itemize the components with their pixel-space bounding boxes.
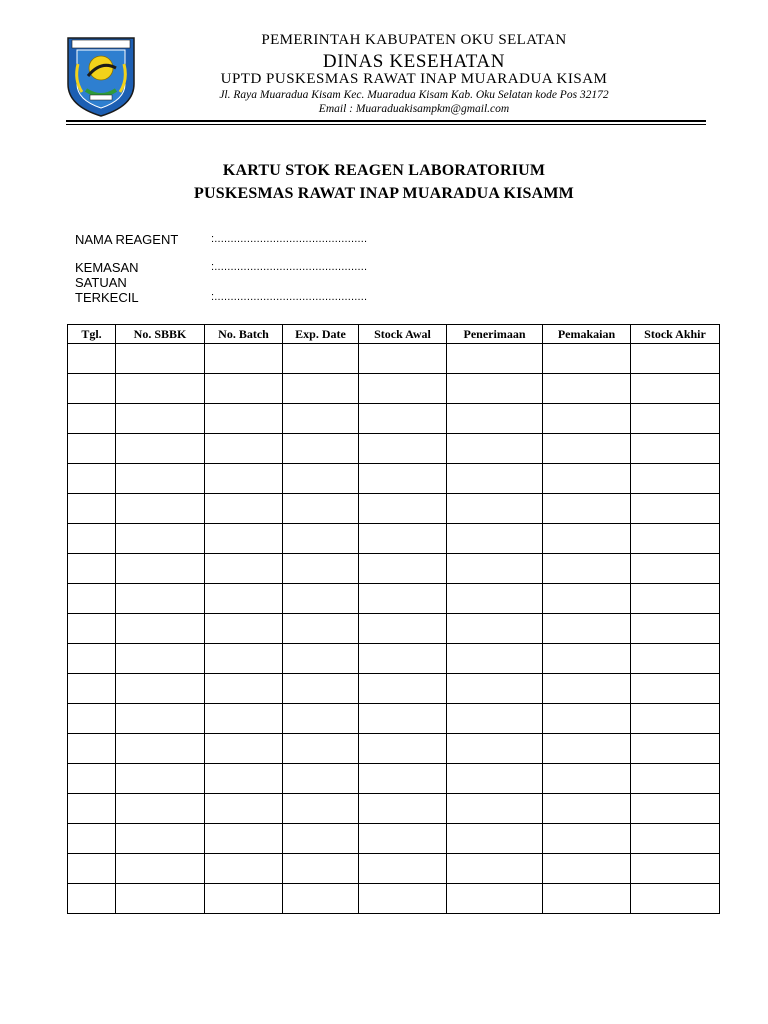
table-cell[interactable] — [631, 344, 720, 374]
table-cell[interactable] — [447, 554, 543, 584]
table-row — [68, 884, 720, 914]
table-row — [68, 824, 720, 854]
table-cell[interactable] — [359, 494, 447, 524]
table-cell[interactable] — [116, 374, 205, 404]
table-cell[interactable] — [543, 764, 631, 794]
table-cell[interactable] — [68, 674, 116, 704]
table-cell[interactable] — [359, 344, 447, 374]
table-cell[interactable] — [543, 824, 631, 854]
document-subtitle: PUSKESMAS RAWAT INAP MUARADUA KISAMM — [194, 185, 574, 202]
email-line: Email : Muaraduakisampkm@gmail.com — [318, 103, 510, 115]
table-cell[interactable] — [447, 734, 543, 764]
table-cell[interactable] — [205, 404, 283, 434]
table-cell[interactable] — [116, 854, 205, 884]
satuan-label: SATUAN — [75, 275, 127, 290]
table-cell[interactable] — [359, 524, 447, 554]
table-cell[interactable] — [116, 674, 205, 704]
table-cell[interactable] — [205, 584, 283, 614]
header-exp-date: Exp. Date — [283, 325, 359, 344]
table-cell[interactable] — [205, 704, 283, 734]
table-cell[interactable] — [205, 344, 283, 374]
table-cell[interactable] — [283, 374, 359, 404]
table-cell[interactable] — [543, 734, 631, 764]
table-cell[interactable] — [68, 524, 116, 554]
table-cell[interactable] — [631, 584, 720, 614]
table-cell[interactable] — [543, 494, 631, 524]
table-cell[interactable] — [205, 734, 283, 764]
table-cell[interactable] — [116, 404, 205, 434]
table-cell[interactable] — [283, 764, 359, 794]
table-cell[interactable] — [283, 464, 359, 494]
table-cell[interactable] — [116, 524, 205, 554]
table-cell[interactable] — [205, 374, 283, 404]
table-cell[interactable] — [447, 854, 543, 884]
table-cell[interactable] — [543, 434, 631, 464]
table-cell[interactable] — [283, 674, 359, 704]
header-stock-akhir: Stock Akhir — [631, 325, 720, 344]
table-cell[interactable] — [631, 704, 720, 734]
table-cell[interactable] — [359, 464, 447, 494]
table-cell[interactable] — [283, 824, 359, 854]
table-cell[interactable] — [283, 434, 359, 464]
table-cell[interactable] — [631, 374, 720, 404]
table-cell[interactable] — [631, 644, 720, 674]
table-cell[interactable] — [68, 614, 116, 644]
table-row — [68, 584, 720, 614]
table-row — [68, 644, 720, 674]
table-cell[interactable] — [447, 824, 543, 854]
table-row — [68, 794, 720, 824]
table-cell[interactable] — [68, 644, 116, 674]
table-row — [68, 704, 720, 734]
unit-name: UPTD PUSKESMAS RAWAT INAP MUARADUA KISAM — [220, 71, 608, 87]
document-title: KARTU STOK REAGEN LABORATORIUM — [222, 162, 546, 179]
department-name: DINAS KESEHATAN — [322, 51, 506, 72]
nama-reagent-value[interactable]: :............................................... — [211, 233, 368, 245]
table-cell[interactable] — [68, 464, 116, 494]
table-cell[interactable] — [631, 464, 720, 494]
table-cell[interactable] — [205, 794, 283, 824]
table-cell[interactable] — [543, 704, 631, 734]
table-cell[interactable] — [359, 824, 447, 854]
table-cell[interactable] — [447, 674, 543, 704]
table-cell[interactable] — [543, 374, 631, 404]
address-line: Jl. Raya Muaradua Kisam Kec. Muaradua Kisam Kab. Oku Selatan kode Pos 32172 — [219, 89, 609, 101]
table-cell[interactable] — [631, 554, 720, 584]
table-cell[interactable] — [283, 734, 359, 764]
table-cell[interactable] — [205, 674, 283, 704]
table-body — [68, 344, 720, 914]
stock-card-table — [67, 324, 720, 914]
table-cell[interactable] — [359, 374, 447, 404]
table-cell[interactable] — [283, 704, 359, 734]
table-cell[interactable] — [68, 704, 116, 734]
table-row — [68, 554, 720, 584]
table-cell[interactable] — [447, 374, 543, 404]
table-cell[interactable] — [283, 794, 359, 824]
table-cell[interactable] — [68, 794, 116, 824]
table-cell[interactable] — [359, 584, 447, 614]
table-cell[interactable] — [68, 494, 116, 524]
table-cell[interactable] — [116, 734, 205, 764]
table-cell[interactable] — [68, 344, 116, 374]
terkecil-value[interactable]: :............................................... — [211, 291, 368, 303]
table-cell[interactable] — [205, 824, 283, 854]
header-tgl: Tgl. — [68, 325, 116, 344]
table-cell[interactable] — [359, 674, 447, 704]
table-cell[interactable] — [116, 824, 205, 854]
table-cell[interactable] — [447, 464, 543, 494]
terkecil-label: TERKECIL — [75, 290, 139, 305]
table-cell[interactable] — [447, 434, 543, 464]
table-cell[interactable] — [205, 854, 283, 884]
table-cell[interactable] — [543, 344, 631, 374]
table-cell[interactable] — [68, 884, 116, 914]
table-cell[interactable] — [631, 524, 720, 554]
table-cell[interactable] — [631, 674, 720, 704]
header-stock-awal: Stock Awal — [359, 325, 447, 344]
table-cell[interactable] — [283, 404, 359, 434]
table-cell[interactable] — [116, 494, 205, 524]
table-cell[interactable] — [205, 554, 283, 584]
table-row — [68, 464, 720, 494]
header-no-sbbk: No. SBBK — [116, 325, 205, 344]
table-cell[interactable] — [447, 794, 543, 824]
table-row — [68, 674, 720, 704]
table-cell[interactable] — [543, 674, 631, 704]
table-cell[interactable] — [68, 374, 116, 404]
table-cell[interactable] — [359, 794, 447, 824]
table-cell[interactable] — [116, 794, 205, 824]
table-cell[interactable] — [447, 494, 543, 524]
table-cell[interactable] — [283, 344, 359, 374]
table-cell[interactable] — [205, 764, 283, 794]
table-cell[interactable] — [283, 884, 359, 914]
table-cell[interactable] — [447, 704, 543, 734]
table-row — [68, 524, 720, 554]
table-cell[interactable] — [359, 434, 447, 464]
table-cell[interactable] — [283, 644, 359, 674]
table-cell[interactable] — [116, 584, 205, 614]
table-cell[interactable] — [205, 464, 283, 494]
table-cell[interactable] — [68, 854, 116, 884]
table-cell[interactable] — [116, 344, 205, 374]
table-cell[interactable] — [359, 704, 447, 734]
table-cell[interactable] — [447, 584, 543, 614]
table-cell[interactable] — [116, 644, 205, 674]
table-cell[interactable] — [631, 494, 720, 524]
table-cell[interactable] — [283, 554, 359, 584]
table-cell[interactable] — [359, 764, 447, 794]
table-cell[interactable] — [116, 554, 205, 584]
table-cell[interactable] — [631, 614, 720, 644]
table-cell[interactable] — [116, 704, 205, 734]
table-cell[interactable] — [116, 884, 205, 914]
table-cell[interactable] — [631, 404, 720, 434]
kemasan-label: KEMASAN — [75, 260, 139, 275]
table-cell[interactable] — [205, 884, 283, 914]
table-cell[interactable] — [359, 554, 447, 584]
table-cell[interactable] — [631, 854, 720, 884]
table-cell[interactable] — [68, 434, 116, 464]
table-cell[interactable] — [543, 524, 631, 554]
table-cell[interactable] — [631, 734, 720, 764]
table-cell[interactable] — [68, 824, 116, 854]
table-row — [68, 494, 720, 524]
table-cell[interactable] — [543, 584, 631, 614]
table-cell[interactable] — [631, 794, 720, 824]
table-cell[interactable] — [359, 854, 447, 884]
table-cell[interactable] — [543, 404, 631, 434]
table-cell[interactable] — [68, 584, 116, 614]
letterhead-rule-thin — [66, 124, 706, 125]
header-penerimaan: Penerimaan — [447, 325, 543, 344]
kemasan-value[interactable]: :............................................... — [211, 261, 368, 273]
table-header-row — [68, 325, 720, 344]
header-no-batch: No. Batch — [205, 325, 283, 344]
table-cell[interactable] — [631, 824, 720, 854]
table-cell[interactable] — [116, 764, 205, 794]
header-pemakaian: Pemakaian — [543, 325, 631, 344]
table-cell[interactable] — [68, 404, 116, 434]
table-cell[interactable] — [447, 524, 543, 554]
table-cell[interactable] — [447, 884, 543, 914]
table-cell[interactable] — [543, 554, 631, 584]
letterhead-rule-thick — [66, 120, 706, 122]
table-cell[interactable] — [205, 434, 283, 464]
table-row — [68, 374, 720, 404]
table-cell[interactable] — [447, 404, 543, 434]
table-cell[interactable] — [447, 614, 543, 644]
table-cell[interactable] — [543, 614, 631, 644]
table-cell[interactable] — [359, 884, 447, 914]
table-cell[interactable] — [543, 464, 631, 494]
table-cell[interactable] — [543, 644, 631, 674]
table-cell[interactable] — [116, 464, 205, 494]
table-row — [68, 344, 720, 374]
table-cell[interactable] — [631, 764, 720, 794]
table-cell[interactable] — [68, 734, 116, 764]
table-row — [68, 764, 720, 794]
letterhead — [0, 0, 768, 130]
table-cell[interactable] — [116, 434, 205, 464]
table-cell[interactable] — [283, 614, 359, 644]
table-row — [68, 614, 720, 644]
table-cell[interactable] — [631, 434, 720, 464]
table-cell[interactable] — [359, 404, 447, 434]
nama-reagent-label: NAMA REAGENT — [75, 232, 179, 247]
table-cell[interactable] — [205, 644, 283, 674]
table-cell[interactable] — [543, 884, 631, 914]
table-cell[interactable] — [543, 794, 631, 824]
table-cell[interactable] — [359, 734, 447, 764]
table-row — [68, 434, 720, 464]
table-row — [68, 854, 720, 884]
table-cell[interactable] — [447, 344, 543, 374]
table-cell[interactable] — [447, 764, 543, 794]
table-cell[interactable] — [543, 854, 631, 884]
table-cell[interactable] — [359, 644, 447, 674]
table-cell[interactable] — [447, 644, 543, 674]
table-row — [68, 734, 720, 764]
table-cell[interactable] — [68, 764, 116, 794]
table-cell[interactable] — [68, 554, 116, 584]
table-cell[interactable] — [205, 614, 283, 644]
table-cell[interactable] — [205, 494, 283, 524]
table-cell[interactable] — [359, 614, 447, 644]
table-cell[interactable] — [631, 884, 720, 914]
table-row — [68, 404, 720, 434]
table-cell[interactable] — [116, 614, 205, 644]
table-cell[interactable] — [283, 584, 359, 614]
table-cell[interactable] — [283, 494, 359, 524]
government-name: PEMERINTAH KABUPATEN OKU SELATAN — [261, 32, 567, 48]
table-cell[interactable] — [205, 524, 283, 554]
table-cell[interactable] — [283, 854, 359, 884]
table-cell[interactable] — [283, 524, 359, 554]
